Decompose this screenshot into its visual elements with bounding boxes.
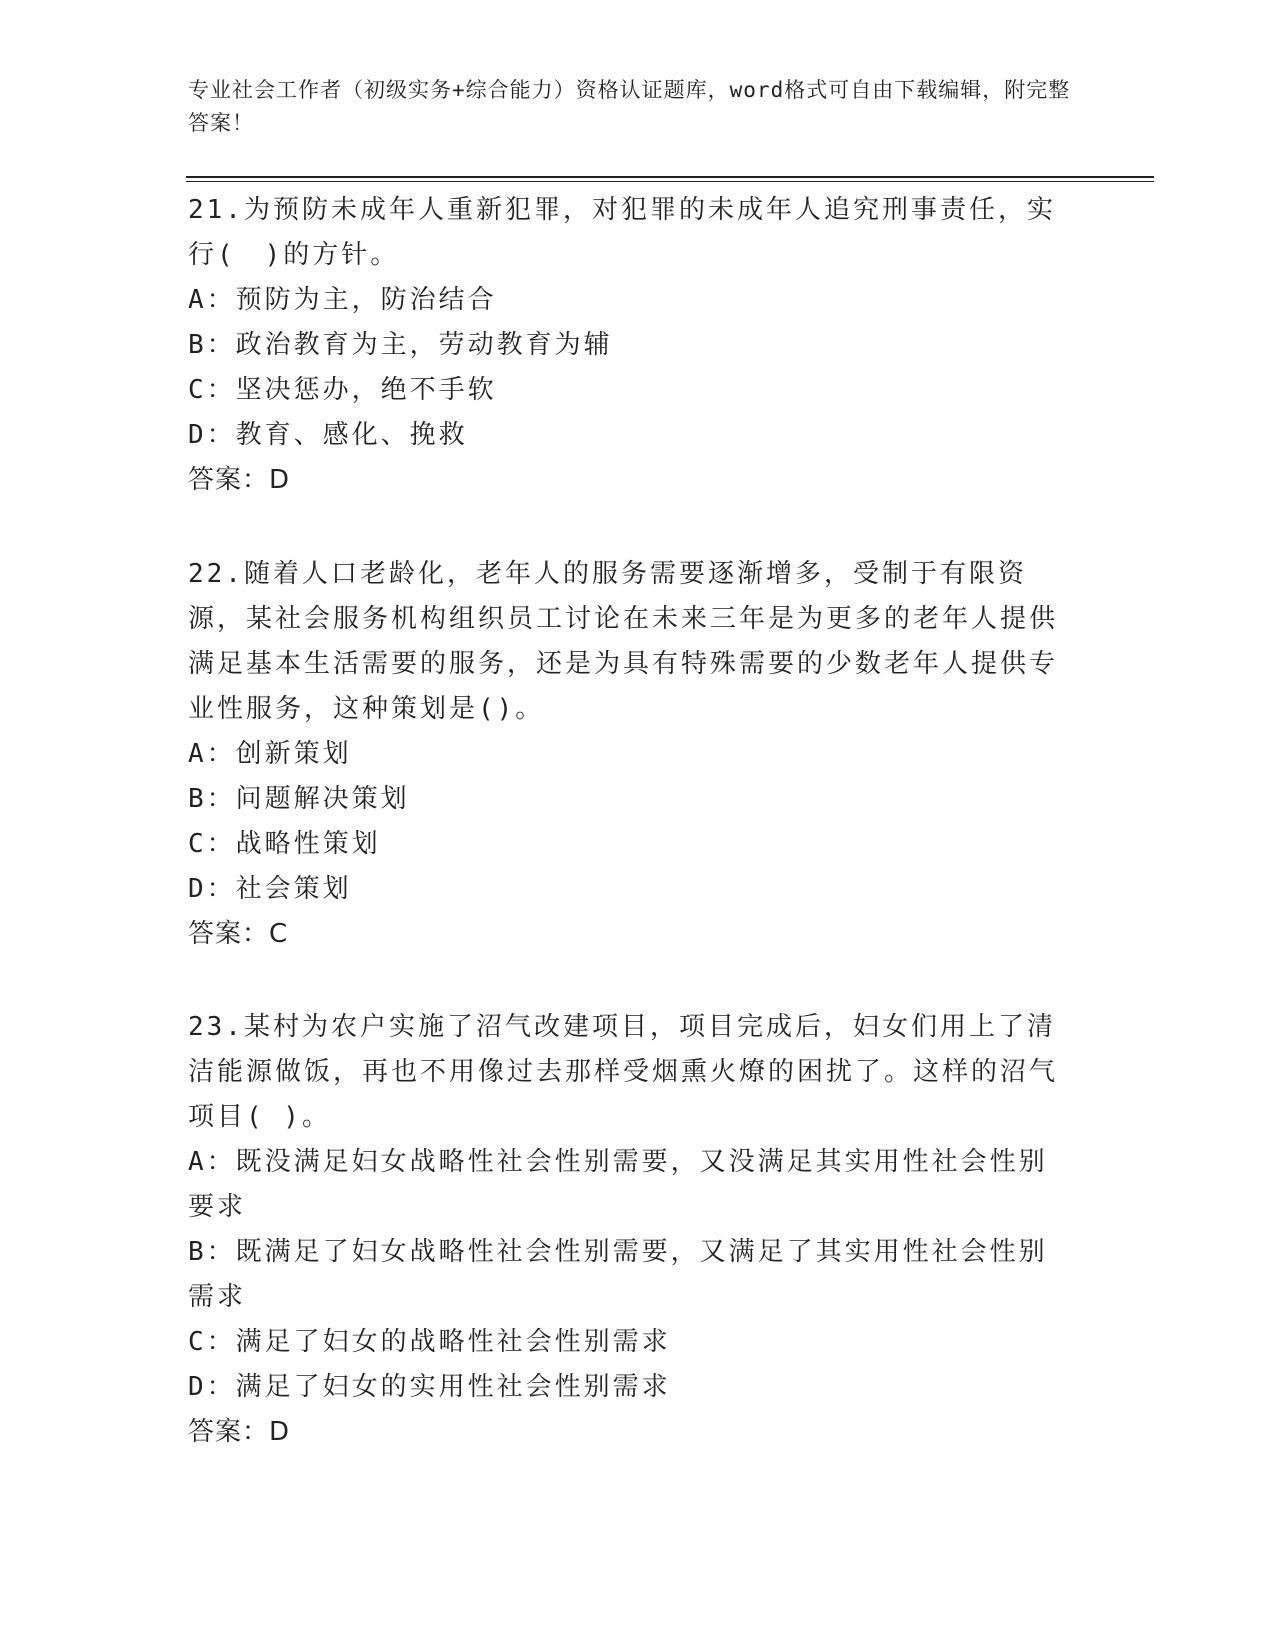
option-b: B：政治教育为主，劳动教育为辅: [188, 330, 613, 360]
header-divider-thick: [186, 176, 1154, 178]
header-title: 专业社会工作者（初级实务+综合能力）资格认证题库，word格式可自由下载编辑，附完整答案！: [188, 78, 1071, 135]
option-a: A：创新策划: [188, 739, 352, 769]
header-divider-thin: [186, 181, 1154, 182]
answer: 答案：D: [188, 1417, 291, 1447]
option-a: A：既没满足妇女战略性社会性别需要，又没满足其实用性社会性别要求: [188, 1147, 1048, 1222]
question-21: [188, 188, 1068, 503]
answer: 答案：C: [188, 919, 289, 949]
answer: 答案：D: [188, 465, 291, 495]
option-c: C：战略性策划: [188, 829, 381, 859]
option-d: D：社会策划: [188, 874, 352, 904]
question-22: [188, 552, 1068, 957]
option-c: C：满足了妇女的战略性社会性别需求: [188, 1327, 671, 1357]
question-stem: 22.随着人口老龄化，老年人的服务需要逐渐增多，受制于有限资源，某社会服务机构组织员工讨论在未来三年是为更多的老年人提供满足基本生活需要的服务，还是为具有特殊需要的少数老年人提供专业性服务，这种策划是()。: [188, 559, 1059, 724]
option-d: D：满足了妇女的实用性社会性别需求: [188, 1372, 671, 1402]
question-stem: 21.为预防未成年人重新犯罪，对犯罪的未成年人追究刑事责任，实行( )的方针。: [188, 195, 1056, 270]
question-stem: 23.某村为农户实施了沼气改建项目，项目完成后，妇女们用上了清洁能源做饭，再也不用像过去那样受烟熏火燎的困扰了。这样的沼气项目( )。: [188, 1012, 1059, 1132]
option-d: D：教育、感化、挽救: [188, 420, 468, 450]
option-b: B：既满足了妇女战略性社会性别需要，又满足了其实用性社会性别需求: [188, 1237, 1048, 1312]
option-c: C：坚决惩办，绝不手软: [188, 375, 497, 405]
question-23: [188, 1005, 1068, 1455]
document-header: [188, 74, 1088, 140]
option-b: B：问题解决策划: [188, 784, 410, 814]
option-a: A：预防为主，防治结合: [188, 285, 497, 315]
